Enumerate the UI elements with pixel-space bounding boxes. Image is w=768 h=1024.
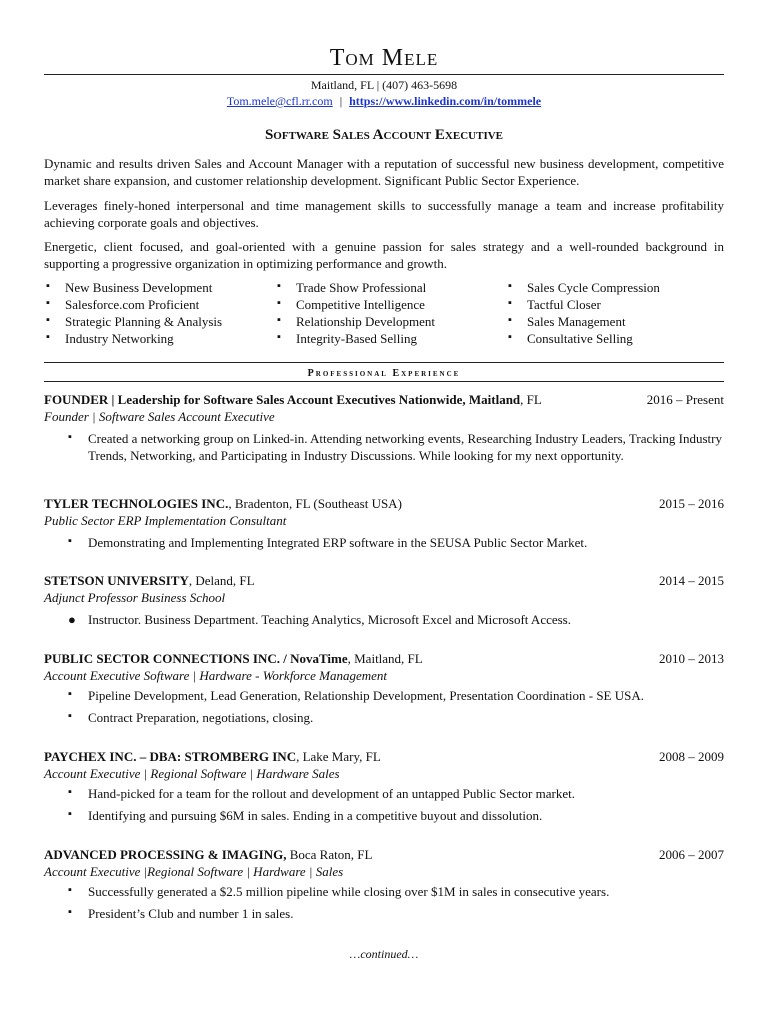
skills-column: [506, 279, 660, 347]
bullet-icon: ▪: [508, 280, 512, 292]
bullet-icon: ▪: [68, 786, 72, 798]
job-organization: FOUNDER | Leadership for Software Sales Account Executives Nationwide, Maitland: [44, 392, 521, 407]
job-bullet: ▪ Hand-picked for a team for the rollout and development of an untapped Public Sector market.: [68, 786, 575, 801]
header-divider: [44, 74, 724, 75]
job-title: Founder | Software Sales Account Executive: [44, 409, 275, 424]
job-dates: 2016 – Present: [646, 392, 724, 407]
address-line: Maitland, FL | (407) 463-5698: [310, 78, 458, 92]
job-location: , Deland, FL: [188, 573, 255, 588]
job-bullets: [44, 430, 724, 464]
round-bullet-icon: ●: [68, 612, 76, 627]
bullet-icon: ▪: [68, 906, 72, 918]
skill-item: ▪ Salesforce.com Proficient: [46, 297, 200, 312]
job-bullets: [44, 687, 724, 726]
contact-separator: |: [339, 94, 343, 108]
job-location: , Bradenton, FL (Southeast USA): [228, 496, 402, 511]
job-header: [44, 846, 724, 863]
job-location: , Lake Mary, FL: [296, 749, 381, 764]
job-organization: PAYCHEX INC. – DBA: STROMBERG INC: [44, 749, 297, 764]
job-title: Account Executive |Regional Software | Hardware | Sales: [44, 864, 344, 879]
skill-item: ▪ Strategic Planning & Analysis: [46, 314, 223, 329]
job-entry: [44, 495, 724, 556]
skills-column: [44, 279, 222, 347]
bullet-icon: ▪: [46, 314, 50, 326]
job-header: [44, 391, 724, 408]
bullet-icon: ▪: [68, 884, 72, 896]
linkedin-link[interactable]: https://www.linkedin.com/in/tommele: [349, 94, 542, 108]
bullet-icon: ▪: [46, 331, 50, 343]
bullet-icon: ▪: [68, 688, 72, 700]
section-divider-bottom: [44, 381, 724, 382]
job-title: Adjunct Professor Business School: [44, 590, 226, 605]
bullet-icon: ▪: [277, 331, 281, 343]
job-header: [44, 572, 724, 589]
job-bullet: ▪ Successfully generated a $2.5 million pipeline while closing over $1M in sales in consecutive years.: [68, 884, 610, 899]
skill-item: ▪ Sales Management: [508, 314, 626, 329]
skill-item: ▪ Competitive Intelligence: [277, 297, 425, 312]
bullet-icon: ▪: [46, 297, 50, 309]
job-organization: TYLER TECHNOLOGIES INC.: [44, 496, 229, 511]
bullet-icon: ▪: [68, 710, 72, 722]
bullet-icon: ▪: [68, 808, 72, 820]
job-bullets: [44, 611, 724, 628]
job-bullet: ▪ Demonstrating and Implementing Integrated ERP software in the SEUSA Public Sector Market.: [68, 535, 588, 550]
summary-paragraph: Energetic, client focused, and goal-oriented with a genuine passion for sales strategy and a well-rounded background in supporting a progressive organization in optimizing performance and growth.: [44, 239, 724, 271]
job-dates: 2015 – 2016: [659, 496, 724, 511]
skill-item: ▪ Industry Networking: [46, 331, 174, 346]
candidate-name: Tom Mele: [329, 45, 439, 71]
job-bullet: ● Instructor. Business Department. Teaching Analytics, Microsoft Excel and Microsoft Access.: [68, 612, 571, 627]
skill-item: ▪ Consultative Selling: [508, 331, 633, 346]
job-bullet: ▪ Contract Preparation, negotiations, closing.: [68, 710, 314, 725]
skill-item: ▪ Relationship Development: [277, 314, 436, 329]
job-title: Account Executive Software | Hardware - Workforce Management: [44, 668, 388, 683]
job-entry: [44, 391, 724, 469]
summary-paragraph: Leverages finely-honed interpersonal and time management skills to successfully manage a team and increase profitability achieving corporate goals and objectives.: [44, 198, 724, 230]
job-organization: STETSON UNIVERSITY: [44, 573, 189, 588]
job-location: Boca Raton, FL: [286, 847, 373, 862]
bullet-icon: ▪: [68, 535, 72, 547]
job-entry: [44, 846, 724, 927]
job-bullets: [44, 883, 724, 922]
skill-item: ▪ Tactful Closer: [508, 297, 601, 312]
bullet-icon: ▪: [68, 431, 72, 443]
headline: Software Sales Account Executive: [264, 127, 504, 143]
job-organization: ADVANCED PROCESSING & IMAGING,: [44, 847, 287, 862]
job-header: [44, 495, 724, 512]
summary-paragraph: Dynamic and results driven Sales and Account Manager with a reputation of successful new business development, competitive market share expansion, and customer relationship development. Significant Public Sector Experience.: [44, 156, 724, 188]
job-header: [44, 650, 724, 667]
job-dates: 2010 – 2013: [659, 651, 724, 666]
job-location: , Maitland, FL: [347, 651, 423, 666]
contact-links: [0, 93, 768, 109]
bullet-icon: ▪: [508, 331, 512, 343]
job-bullet: ▪ President’s Club and number 1 in sales.: [68, 906, 294, 921]
job-title: Public Sector ERP Implementation Consultant: [44, 513, 287, 528]
bullet-icon: ▪: [277, 280, 281, 292]
bullet-icon: ▪: [46, 280, 50, 292]
job-entry: [44, 650, 724, 731]
email-link[interactable]: Tom.mele@cfl.rr.com: [226, 94, 333, 108]
job-dates: 2014 – 2015: [659, 573, 724, 588]
job-dates: 2006 – 2007: [659, 847, 724, 862]
job-dates: 2008 – 2009: [659, 749, 724, 764]
job-bullet: ▪ Created a networking group on Linked-in. Attending networking events, Researching Industry Leaders, Tracking Industry Trends, Networking, and Participating in Industry Discussions. While looking for my next opportunity.: [68, 431, 722, 463]
bullet-icon: ▪: [508, 314, 512, 326]
skill-item: ▪ Trade Show Professional: [277, 280, 427, 295]
job-entry: [44, 572, 724, 633]
skill-item: ▪ Sales Cycle Compression: [508, 280, 660, 295]
continued-note: …continued…: [349, 947, 419, 961]
job-organization: PUBLIC SECTOR CONNECTIONS INC. / NovaTime: [44, 651, 348, 666]
job-entry: [44, 748, 724, 829]
bullet-icon: ▪: [508, 297, 512, 309]
job-title: Account Executive | Regional Software | Hardware Sales: [44, 766, 340, 781]
bullet-icon: ▪: [277, 314, 281, 326]
job-bullets: [44, 534, 724, 551]
skills-column: [275, 279, 435, 347]
skill-item: ▪ Integrity-Based Selling: [277, 331, 417, 346]
section-divider-top: [44, 362, 724, 363]
job-bullet: ▪ Pipeline Development, Lead Generation, Relationship Development, Presentation Coordination - SE USA.: [68, 688, 644, 703]
job-bullet: ▪ Identifying and pursuing $6M in sales. Ending in a competitive buyout and dissolution.: [68, 808, 543, 823]
section-title-experience: Professional Experience: [307, 368, 461, 379]
job-header: [44, 748, 724, 765]
bullet-icon: ▪: [277, 297, 281, 309]
job-location: , FL: [520, 392, 542, 407]
skill-item: ▪ New Business Development: [46, 280, 213, 295]
job-bullets: [44, 785, 724, 824]
